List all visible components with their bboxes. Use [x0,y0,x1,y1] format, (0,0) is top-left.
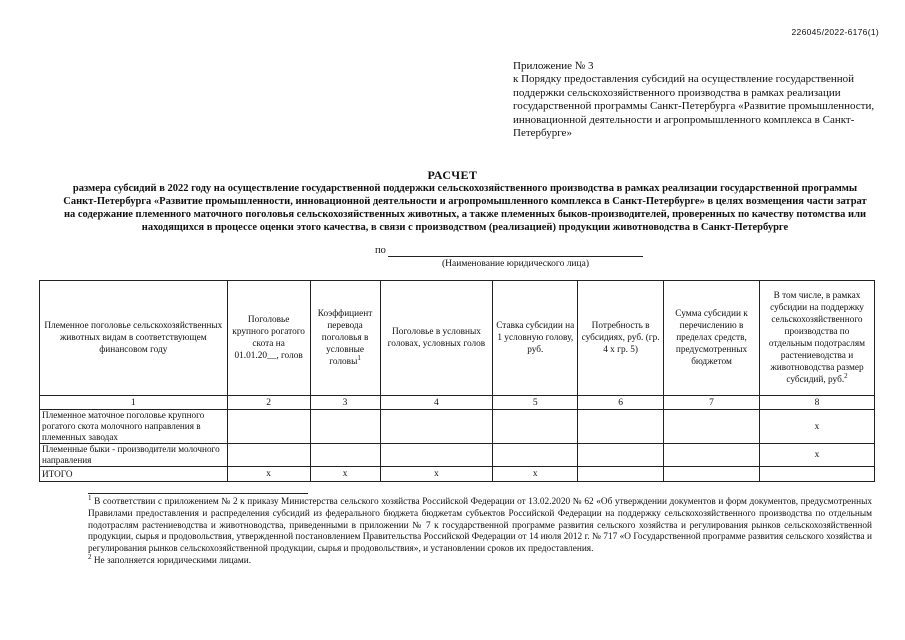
na-cell: х [227,467,310,482]
footnote-ref: 2 [844,371,848,380]
input-cell[interactable] [310,410,380,444]
row-label: Племенные быки - производители молочного направления [40,444,228,467]
table-row [40,444,875,467]
appendix-block [513,60,893,140]
organization-name-line[interactable] [388,256,643,257]
column-number: 6 [578,396,664,410]
column-number: 7 [664,396,760,410]
header-cell: Ставка субсидии на 1 условную голову, руб. [493,281,578,396]
input-cell[interactable] [759,467,874,482]
input-cell[interactable] [493,410,578,444]
input-cell[interactable] [664,444,760,467]
column-number: 4 [380,396,493,410]
header-cell: Племенное поголовье сельскохозяйственных животных видам в соответствующем финансовом году [40,281,228,396]
footnotes [88,493,872,568]
calculation-table [39,280,875,482]
table-row [40,410,875,444]
na-cell: х [759,410,874,444]
column-number: 3 [310,396,380,410]
na-cell: х [310,467,380,482]
row-label: Племенное маточное поголовье крупного рогатого скота молочного направления в племенных заводах [40,410,228,444]
document-number: 226045/2022-6176(1) [791,27,879,37]
input-cell[interactable] [578,444,664,467]
total-label: ИТОГО [40,467,228,482]
input-cell[interactable] [380,444,493,467]
organization-name-caption: (Наименование юридического лица) [442,259,589,269]
na-cell: х [493,467,578,482]
input-cell[interactable] [664,410,760,444]
footnote-2: $^2$ Не заполняется юридическими лицами. [88,552,252,566]
input-cell[interactable] [227,410,310,444]
header-cell: Сумма субсидии к перечислению в пределах средств, предусмотренных бюджетом [664,281,760,396]
header-cell: В том числе, в рамках субсидии на поддержку сельскохозяйственного производства по отдельным подотраслям растениеводства и животноводства размер субсидий, руб.$^2$ [759,281,874,396]
po-label: по [375,245,386,256]
column-number: 2 [227,396,310,410]
header-cell: Потребность в субсидиях, руб. (гр. 4 х гр. 5) [578,281,664,396]
column-number: 1 [40,396,228,410]
input-cell[interactable] [227,444,310,467]
footnote-ref: 1 [357,353,361,362]
table-header-row [40,281,875,396]
header-cell: Поголовье крупного рогатого скота на 01.01.20__, голов [227,281,310,396]
na-cell: х [759,444,874,467]
document-title: РАСЧЕТ [427,168,478,182]
footnote-1: $^1$ В соответствии с приложением № 2 к приказу Министерства сельского хозяйства Российской Федерации от 13.02.2020 № 62 «Об утверждении документов и форм документов, предусмотренных Правилами предоставления и распределения субсидий из федерального бюджета бюджетам субъектов Российской Федерации на поддержку сельскохозяйственного производства по отдельным подотраслям растениеводства и животноводства, приведенными в приложении № 7 к государственной программе развития сельского хозяйства и регулирования рынков сельскохозяйственной продукции, сырья и продовольствия, утвержденной постановлением Правительства Российской Федерации от 14 июля 2012 г. № 717 «О Государственной программе развития сельского хозяйства и регулирования рынков сельскохозяйственной продукции, сырья и продовольствия», и установлении сроков их предоставления. [88,493,872,555]
input-cell[interactable] [493,444,578,467]
input-cell[interactable] [578,467,664,482]
header-cell: Поголовье в условных головах, условных голов [380,281,493,396]
document-subtitle: размера субсидий в 2022 году на осуществление государственной поддержки сельскохозяйственного производства в рамках реализации государственной программы Санкт-Петербурга «Развитие промышленности, инновационной деятельности и агропромышленного комплекса в Санкт-Петербурге» в целях возмещения части затрат на содержание племенного маточного поголовья сельскохозяйственных животных, а также племенных быков-производителей, проверенных по качеству потомства или находящихся в процессе оценки этого качества, в связи с производством (реализацией) продукции животноводства в Санкт-Петербурге [63,183,867,233]
input-cell[interactable] [578,410,664,444]
column-number: 5 [493,396,578,410]
total-row [40,467,875,482]
column-number-row [40,396,875,410]
input-cell[interactable] [310,444,380,467]
header-cell: Коэффициент перевода поголовья в условные головы$^1$ [310,281,380,396]
input-cell[interactable] [664,467,760,482]
appendix-label: Приложение № 3 [513,60,594,72]
footnote-separator [88,493,308,494]
appendix-text: к Порядку предоставления субсидий на осуществление государственной поддержки сельскохозяйственного производства в рамках реализации государственной программы Санкт-Петербурга «Развитие промышленности, инновационной деятельности и агропромышленного комплекса в Санкт-Петербурге» [513,73,875,140]
column-number: 8 [759,396,874,410]
input-cell[interactable] [380,410,493,444]
na-cell: х [380,467,493,482]
